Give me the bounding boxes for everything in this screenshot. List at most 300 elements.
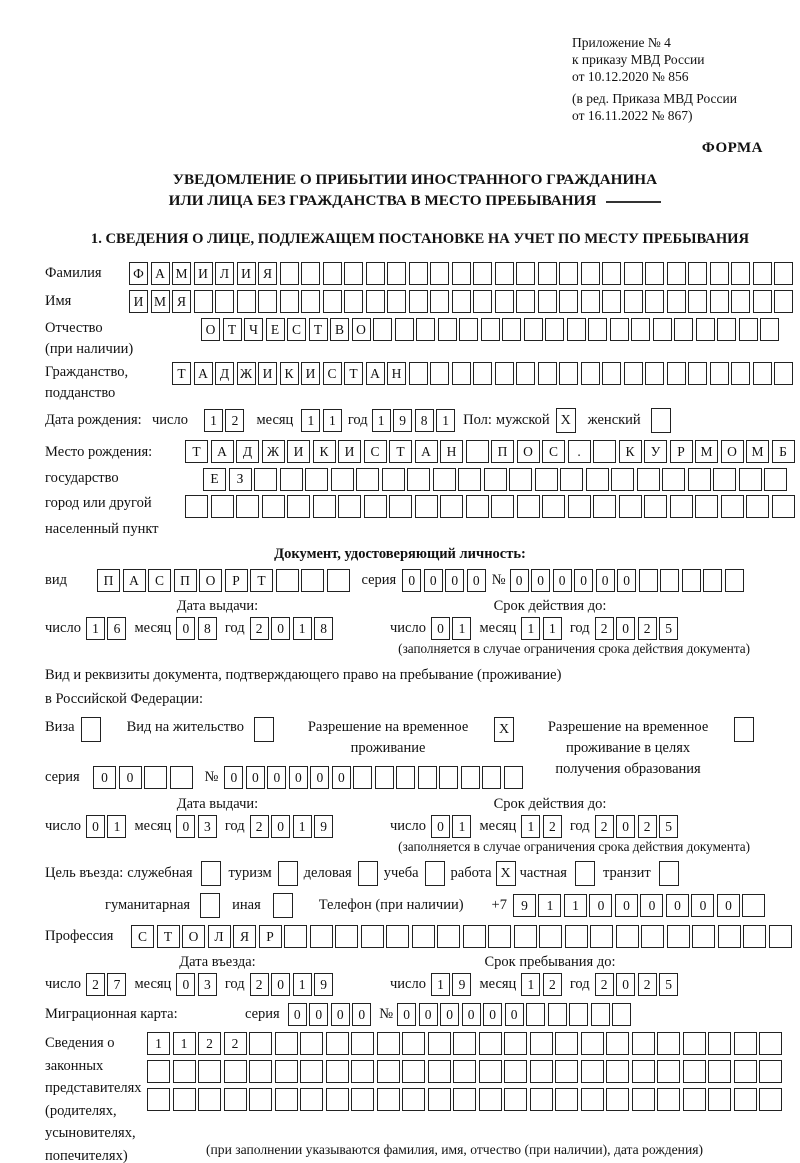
char-cell[interactable]: 0 [462, 1003, 481, 1026]
char-cell[interactable] [473, 290, 492, 313]
char-cell[interactable] [504, 1032, 527, 1055]
char-cell[interactable]: Л [208, 925, 231, 948]
char-cell[interactable] [657, 1088, 680, 1111]
char-cell[interactable] [696, 318, 715, 341]
char-cell[interactable] [539, 925, 562, 948]
char-cell[interactable] [591, 1003, 610, 1026]
char-cell[interactable]: О [182, 925, 205, 948]
char-cell[interactable]: 2 [224, 1032, 247, 1055]
char-cell[interactable] [430, 362, 449, 385]
char-cell[interactable] [300, 1032, 323, 1055]
char-cell[interactable] [612, 1003, 631, 1026]
char-cell[interactable] [275, 1032, 298, 1055]
char-cell[interactable]: 0 [288, 1003, 307, 1026]
char-cell[interactable] [759, 1060, 782, 1083]
char-cell[interactable] [402, 1060, 425, 1083]
char-cell[interactable]: 0 [93, 766, 116, 789]
char-cell[interactable] [619, 495, 642, 518]
char-cell[interactable] [602, 362, 621, 385]
char-cell[interactable]: 0 [331, 1003, 350, 1026]
char-cell[interactable]: Т [250, 569, 273, 592]
char-cell[interactable]: П [491, 440, 514, 463]
char-cell[interactable]: К [313, 440, 336, 463]
char-cell[interactable]: 7 [107, 973, 126, 996]
char-cell[interactable]: 1 [204, 409, 223, 432]
char-cell[interactable] [353, 766, 372, 789]
char-cell[interactable] [759, 1088, 782, 1111]
char-cell[interactable]: М [151, 290, 170, 313]
char-cell[interactable] [774, 362, 793, 385]
char-cell[interactable] [236, 495, 259, 518]
char-cell[interactable]: 0 [397, 1003, 416, 1026]
char-cell[interactable] [463, 925, 486, 948]
char-cell[interactable]: 1 [452, 617, 471, 640]
char-cell[interactable]: Е [266, 318, 285, 341]
char-cell[interactable] [555, 1060, 578, 1083]
char-cell[interactable]: А [415, 440, 438, 463]
char-cell[interactable]: Н [440, 440, 463, 463]
char-cell[interactable]: О [721, 440, 744, 463]
char-cell[interactable] [479, 1060, 502, 1083]
char-cell[interactable] [516, 290, 535, 313]
purpose-transit-checkbox[interactable] [659, 861, 679, 886]
char-cell[interactable]: Т [344, 362, 363, 385]
char-cell[interactable]: 1 [107, 815, 126, 838]
char-cell[interactable] [530, 1032, 553, 1055]
char-cell[interactable] [262, 495, 285, 518]
char-cell[interactable] [667, 362, 686, 385]
char-cell[interactable]: М [746, 440, 769, 463]
char-cell[interactable] [387, 262, 406, 285]
char-cell[interactable]: К [619, 440, 642, 463]
char-cell[interactable]: 0 [271, 973, 290, 996]
char-cell[interactable] [660, 569, 679, 592]
char-cell[interactable]: 0 [419, 1003, 438, 1026]
char-cell[interactable]: 2 [86, 973, 105, 996]
char-cell[interactable] [581, 262, 600, 285]
char-cell[interactable] [725, 569, 744, 592]
temporary-residence-checkbox[interactable]: X [494, 717, 514, 742]
char-cell[interactable] [742, 894, 765, 917]
char-cell[interactable] [301, 262, 320, 285]
char-cell[interactable] [418, 766, 437, 789]
char-cell[interactable] [280, 468, 303, 491]
char-cell[interactable]: 0 [691, 894, 714, 917]
char-cell[interactable] [428, 1088, 451, 1111]
char-cell[interactable] [624, 362, 643, 385]
char-cell[interactable] [774, 290, 793, 313]
char-cell[interactable]: Ж [237, 362, 256, 385]
char-cell[interactable]: С [131, 925, 154, 948]
char-cell[interactable] [759, 1032, 782, 1055]
char-cell[interactable]: В [330, 318, 349, 341]
char-cell[interactable] [717, 318, 736, 341]
char-cell[interactable]: Д [236, 440, 259, 463]
char-cell[interactable] [377, 1060, 400, 1083]
char-cell[interactable] [224, 1060, 247, 1083]
char-cell[interactable]: 1 [436, 409, 455, 432]
char-cell[interactable] [739, 318, 758, 341]
char-cell[interactable] [466, 440, 489, 463]
char-cell[interactable]: Я [233, 925, 256, 948]
char-cell[interactable]: 0 [640, 894, 663, 917]
char-cell[interactable] [458, 468, 481, 491]
char-cell[interactable] [430, 290, 449, 313]
char-cell[interactable]: 2 [250, 617, 269, 640]
char-cell[interactable] [344, 290, 363, 313]
char-cell[interactable] [708, 1088, 731, 1111]
char-cell[interactable]: П [174, 569, 197, 592]
char-cell[interactable] [382, 468, 405, 491]
char-cell[interactable] [453, 1088, 476, 1111]
char-cell[interactable]: 1 [538, 894, 561, 917]
char-cell[interactable]: 0 [616, 973, 635, 996]
char-cell[interactable]: С [542, 440, 565, 463]
char-cell[interactable] [280, 290, 299, 313]
char-cell[interactable]: 3 [198, 973, 217, 996]
char-cell[interactable] [569, 1003, 588, 1026]
char-cell[interactable]: 1 [543, 617, 562, 640]
char-cell[interactable] [249, 1088, 272, 1111]
char-cell[interactable] [373, 318, 392, 341]
char-cell[interactable]: Р [670, 440, 693, 463]
char-cell[interactable] [667, 925, 690, 948]
char-cell[interactable] [514, 925, 537, 948]
purpose-other-checkbox[interactable] [273, 893, 293, 918]
char-cell[interactable]: А [123, 569, 146, 592]
char-cell[interactable]: 0 [553, 569, 572, 592]
char-cell[interactable] [662, 468, 685, 491]
char-cell[interactable]: 1 [431, 973, 450, 996]
char-cell[interactable] [645, 262, 664, 285]
char-cell[interactable] [708, 1032, 731, 1055]
char-cell[interactable] [351, 1032, 374, 1055]
char-cell[interactable] [606, 1060, 629, 1083]
char-cell[interactable]: 2 [250, 973, 269, 996]
char-cell[interactable]: 5 [659, 973, 678, 996]
char-cell[interactable] [581, 1088, 604, 1111]
char-cell[interactable]: 0 [717, 894, 740, 917]
char-cell[interactable]: 2 [543, 973, 562, 996]
char-cell[interactable]: З [229, 468, 252, 491]
char-cell[interactable] [377, 1032, 400, 1055]
char-cell[interactable] [351, 1060, 374, 1083]
char-cell[interactable]: 0 [176, 973, 195, 996]
char-cell[interactable]: Я [258, 262, 277, 285]
char-cell[interactable] [753, 262, 772, 285]
char-cell[interactable] [433, 468, 456, 491]
char-cell[interactable] [653, 318, 672, 341]
char-cell[interactable]: 1 [521, 815, 540, 838]
char-cell[interactable]: 0 [119, 766, 142, 789]
char-cell[interactable]: 2 [198, 1032, 221, 1055]
char-cell[interactable] [590, 925, 613, 948]
char-cell[interactable] [491, 495, 514, 518]
char-cell[interactable] [764, 468, 787, 491]
char-cell[interactable]: С [287, 318, 306, 341]
char-cell[interactable]: 1 [521, 617, 540, 640]
char-cell[interactable] [645, 362, 664, 385]
char-cell[interactable] [688, 468, 711, 491]
char-cell[interactable] [516, 262, 535, 285]
char-cell[interactable]: 0 [424, 569, 443, 592]
char-cell[interactable] [430, 262, 449, 285]
char-cell[interactable]: 0 [483, 1003, 502, 1026]
char-cell[interactable] [644, 495, 667, 518]
char-cell[interactable] [517, 495, 540, 518]
char-cell[interactable] [300, 1088, 323, 1111]
char-cell[interactable] [602, 262, 621, 285]
char-cell[interactable]: 2 [225, 409, 244, 432]
char-cell[interactable] [173, 1060, 196, 1083]
char-cell[interactable]: 8 [198, 617, 217, 640]
char-cell[interactable] [624, 290, 643, 313]
char-cell[interactable] [632, 1032, 655, 1055]
char-cell[interactable] [409, 290, 428, 313]
char-cell[interactable] [482, 766, 501, 789]
char-cell[interactable] [713, 468, 736, 491]
char-cell[interactable] [545, 318, 564, 341]
char-cell[interactable] [739, 468, 762, 491]
char-cell[interactable] [610, 318, 629, 341]
char-cell[interactable]: А [151, 262, 170, 285]
char-cell[interactable] [276, 569, 299, 592]
char-cell[interactable]: Л [215, 262, 234, 285]
char-cell[interactable] [407, 468, 430, 491]
char-cell[interactable]: Б [772, 440, 795, 463]
char-cell[interactable]: Т [389, 440, 412, 463]
char-cell[interactable] [198, 1060, 221, 1083]
char-cell[interactable] [611, 468, 634, 491]
char-cell[interactable] [344, 262, 363, 285]
char-cell[interactable]: И [258, 362, 277, 385]
char-cell[interactable] [437, 925, 460, 948]
char-cell[interactable] [396, 766, 415, 789]
char-cell[interactable] [170, 766, 193, 789]
char-cell[interactable] [366, 290, 385, 313]
char-cell[interactable]: 2 [595, 973, 614, 996]
char-cell[interactable] [439, 766, 458, 789]
char-cell[interactable]: 1 [301, 409, 320, 432]
char-cell[interactable] [586, 468, 609, 491]
char-cell[interactable]: И [287, 440, 310, 463]
char-cell[interactable]: 9 [452, 973, 471, 996]
char-cell[interactable] [560, 468, 583, 491]
char-cell[interactable] [538, 362, 557, 385]
char-cell[interactable] [452, 290, 471, 313]
char-cell[interactable]: Р [259, 925, 282, 948]
char-cell[interactable] [606, 1032, 629, 1055]
char-cell[interactable] [530, 1088, 553, 1111]
char-cell[interactable]: 9 [393, 409, 412, 432]
char-cell[interactable] [326, 1032, 349, 1055]
char-cell[interactable] [481, 318, 500, 341]
char-cell[interactable] [194, 290, 213, 313]
char-cell[interactable] [509, 468, 532, 491]
char-cell[interactable] [538, 290, 557, 313]
char-cell[interactable]: Я [172, 290, 191, 313]
char-cell[interactable]: Н [387, 362, 406, 385]
char-cell[interactable] [753, 290, 772, 313]
char-cell[interactable] [581, 1032, 604, 1055]
char-cell[interactable] [581, 1060, 604, 1083]
char-cell[interactable] [593, 495, 616, 518]
char-cell[interactable]: 0 [445, 569, 464, 592]
char-cell[interactable] [473, 262, 492, 285]
char-cell[interactable] [760, 318, 779, 341]
char-cell[interactable] [683, 1032, 706, 1055]
char-cell[interactable] [479, 1088, 502, 1111]
char-cell[interactable] [409, 262, 428, 285]
residence-permit-checkbox[interactable] [254, 717, 274, 742]
char-cell[interactable] [710, 262, 729, 285]
char-cell[interactable]: С [148, 569, 171, 592]
char-cell[interactable]: И [301, 362, 320, 385]
char-cell[interactable]: 6 [107, 617, 126, 640]
char-cell[interactable] [688, 362, 707, 385]
char-cell[interactable] [682, 569, 701, 592]
char-cell[interactable]: 0 [271, 617, 290, 640]
char-cell[interactable]: . [568, 440, 591, 463]
char-cell[interactable] [624, 262, 643, 285]
char-cell[interactable] [721, 495, 744, 518]
char-cell[interactable] [631, 318, 650, 341]
char-cell[interactable] [249, 1060, 272, 1083]
char-cell[interactable]: Т [309, 318, 328, 341]
char-cell[interactable]: 0 [617, 569, 636, 592]
char-cell[interactable] [504, 1060, 527, 1083]
char-cell[interactable]: 1 [293, 815, 312, 838]
char-cell[interactable] [488, 925, 511, 948]
char-cell[interactable]: 9 [513, 894, 536, 917]
char-cell[interactable]: 0 [352, 1003, 371, 1026]
char-cell[interactable]: 1 [147, 1032, 170, 1055]
char-cell[interactable] [386, 925, 409, 948]
char-cell[interactable] [641, 925, 664, 948]
char-cell[interactable] [516, 362, 535, 385]
char-cell[interactable]: П [97, 569, 120, 592]
char-cell[interactable] [356, 468, 379, 491]
char-cell[interactable]: Ч [244, 318, 263, 341]
char-cell[interactable]: 0 [402, 569, 421, 592]
char-cell[interactable]: 0 [505, 1003, 524, 1026]
char-cell[interactable]: 0 [510, 569, 529, 592]
char-cell[interactable]: 0 [616, 617, 635, 640]
char-cell[interactable] [237, 290, 256, 313]
char-cell[interactable] [683, 1060, 706, 1083]
char-cell[interactable]: 1 [173, 1032, 196, 1055]
char-cell[interactable] [361, 925, 384, 948]
char-cell[interactable] [412, 925, 435, 948]
char-cell[interactable] [708, 1060, 731, 1083]
char-cell[interactable]: 1 [372, 409, 391, 432]
char-cell[interactable] [338, 495, 361, 518]
char-cell[interactable] [416, 318, 435, 341]
char-cell[interactable] [275, 1060, 298, 1083]
char-cell[interactable] [287, 495, 310, 518]
char-cell[interactable]: С [364, 440, 387, 463]
char-cell[interactable] [453, 1060, 476, 1083]
char-cell[interactable]: Е [203, 468, 226, 491]
char-cell[interactable] [555, 1032, 578, 1055]
char-cell[interactable]: 0 [246, 766, 265, 789]
char-cell[interactable] [453, 1032, 476, 1055]
char-cell[interactable]: И [338, 440, 361, 463]
char-cell[interactable] [743, 925, 766, 948]
char-cell[interactable] [215, 290, 234, 313]
char-cell[interactable]: О [199, 569, 222, 592]
char-cell[interactable] [581, 290, 600, 313]
char-cell[interactable] [731, 362, 750, 385]
char-cell[interactable]: 2 [543, 815, 562, 838]
char-cell[interactable] [301, 290, 320, 313]
char-cell[interactable] [565, 925, 588, 948]
char-cell[interactable]: 2 [638, 815, 657, 838]
char-cell[interactable] [327, 569, 350, 592]
char-cell[interactable] [495, 262, 514, 285]
char-cell[interactable]: А [194, 362, 213, 385]
char-cell[interactable] [495, 362, 514, 385]
char-cell[interactable] [581, 362, 600, 385]
char-cell[interactable] [530, 1060, 553, 1083]
char-cell[interactable]: 0 [616, 815, 635, 838]
char-cell[interactable]: О [517, 440, 540, 463]
char-cell[interactable]: 1 [293, 973, 312, 996]
char-cell[interactable] [667, 290, 686, 313]
char-cell[interactable]: 5 [659, 617, 678, 640]
char-cell[interactable] [734, 1060, 757, 1083]
char-cell[interactable] [254, 468, 277, 491]
char-cell[interactable] [331, 468, 354, 491]
char-cell[interactable] [502, 318, 521, 341]
char-cell[interactable] [567, 318, 586, 341]
char-cell[interactable] [300, 1060, 323, 1083]
char-cell[interactable]: 1 [293, 617, 312, 640]
char-cell[interactable] [774, 262, 793, 285]
char-cell[interactable]: 0 [531, 569, 550, 592]
char-cell[interactable]: 1 [86, 617, 105, 640]
char-cell[interactable]: 8 [314, 617, 333, 640]
char-cell[interactable]: 9 [314, 973, 333, 996]
char-cell[interactable]: 2 [638, 617, 657, 640]
char-cell[interactable] [323, 290, 342, 313]
char-cell[interactable] [772, 495, 795, 518]
char-cell[interactable] [731, 290, 750, 313]
char-cell[interactable] [703, 569, 722, 592]
char-cell[interactable]: 3 [198, 815, 217, 838]
char-cell[interactable]: 1 [521, 973, 540, 996]
char-cell[interactable] [495, 290, 514, 313]
char-cell[interactable]: 9 [314, 815, 333, 838]
char-cell[interactable]: 0 [176, 815, 195, 838]
char-cell[interactable] [637, 468, 660, 491]
char-cell[interactable] [377, 1088, 400, 1111]
char-cell[interactable] [718, 925, 741, 948]
char-cell[interactable] [275, 1088, 298, 1111]
purpose-work-checkbox[interactable]: X [496, 861, 516, 886]
purpose-humanitarian-checkbox[interactable] [200, 893, 220, 918]
char-cell[interactable]: Т [185, 440, 208, 463]
char-cell[interactable] [364, 495, 387, 518]
char-cell[interactable] [632, 1060, 655, 1083]
char-cell[interactable]: 0 [332, 766, 351, 789]
char-cell[interactable] [389, 495, 412, 518]
char-cell[interactable] [674, 318, 693, 341]
char-cell[interactable] [746, 495, 769, 518]
char-cell[interactable] [326, 1088, 349, 1111]
char-cell[interactable] [387, 290, 406, 313]
char-cell[interactable] [326, 1060, 349, 1083]
